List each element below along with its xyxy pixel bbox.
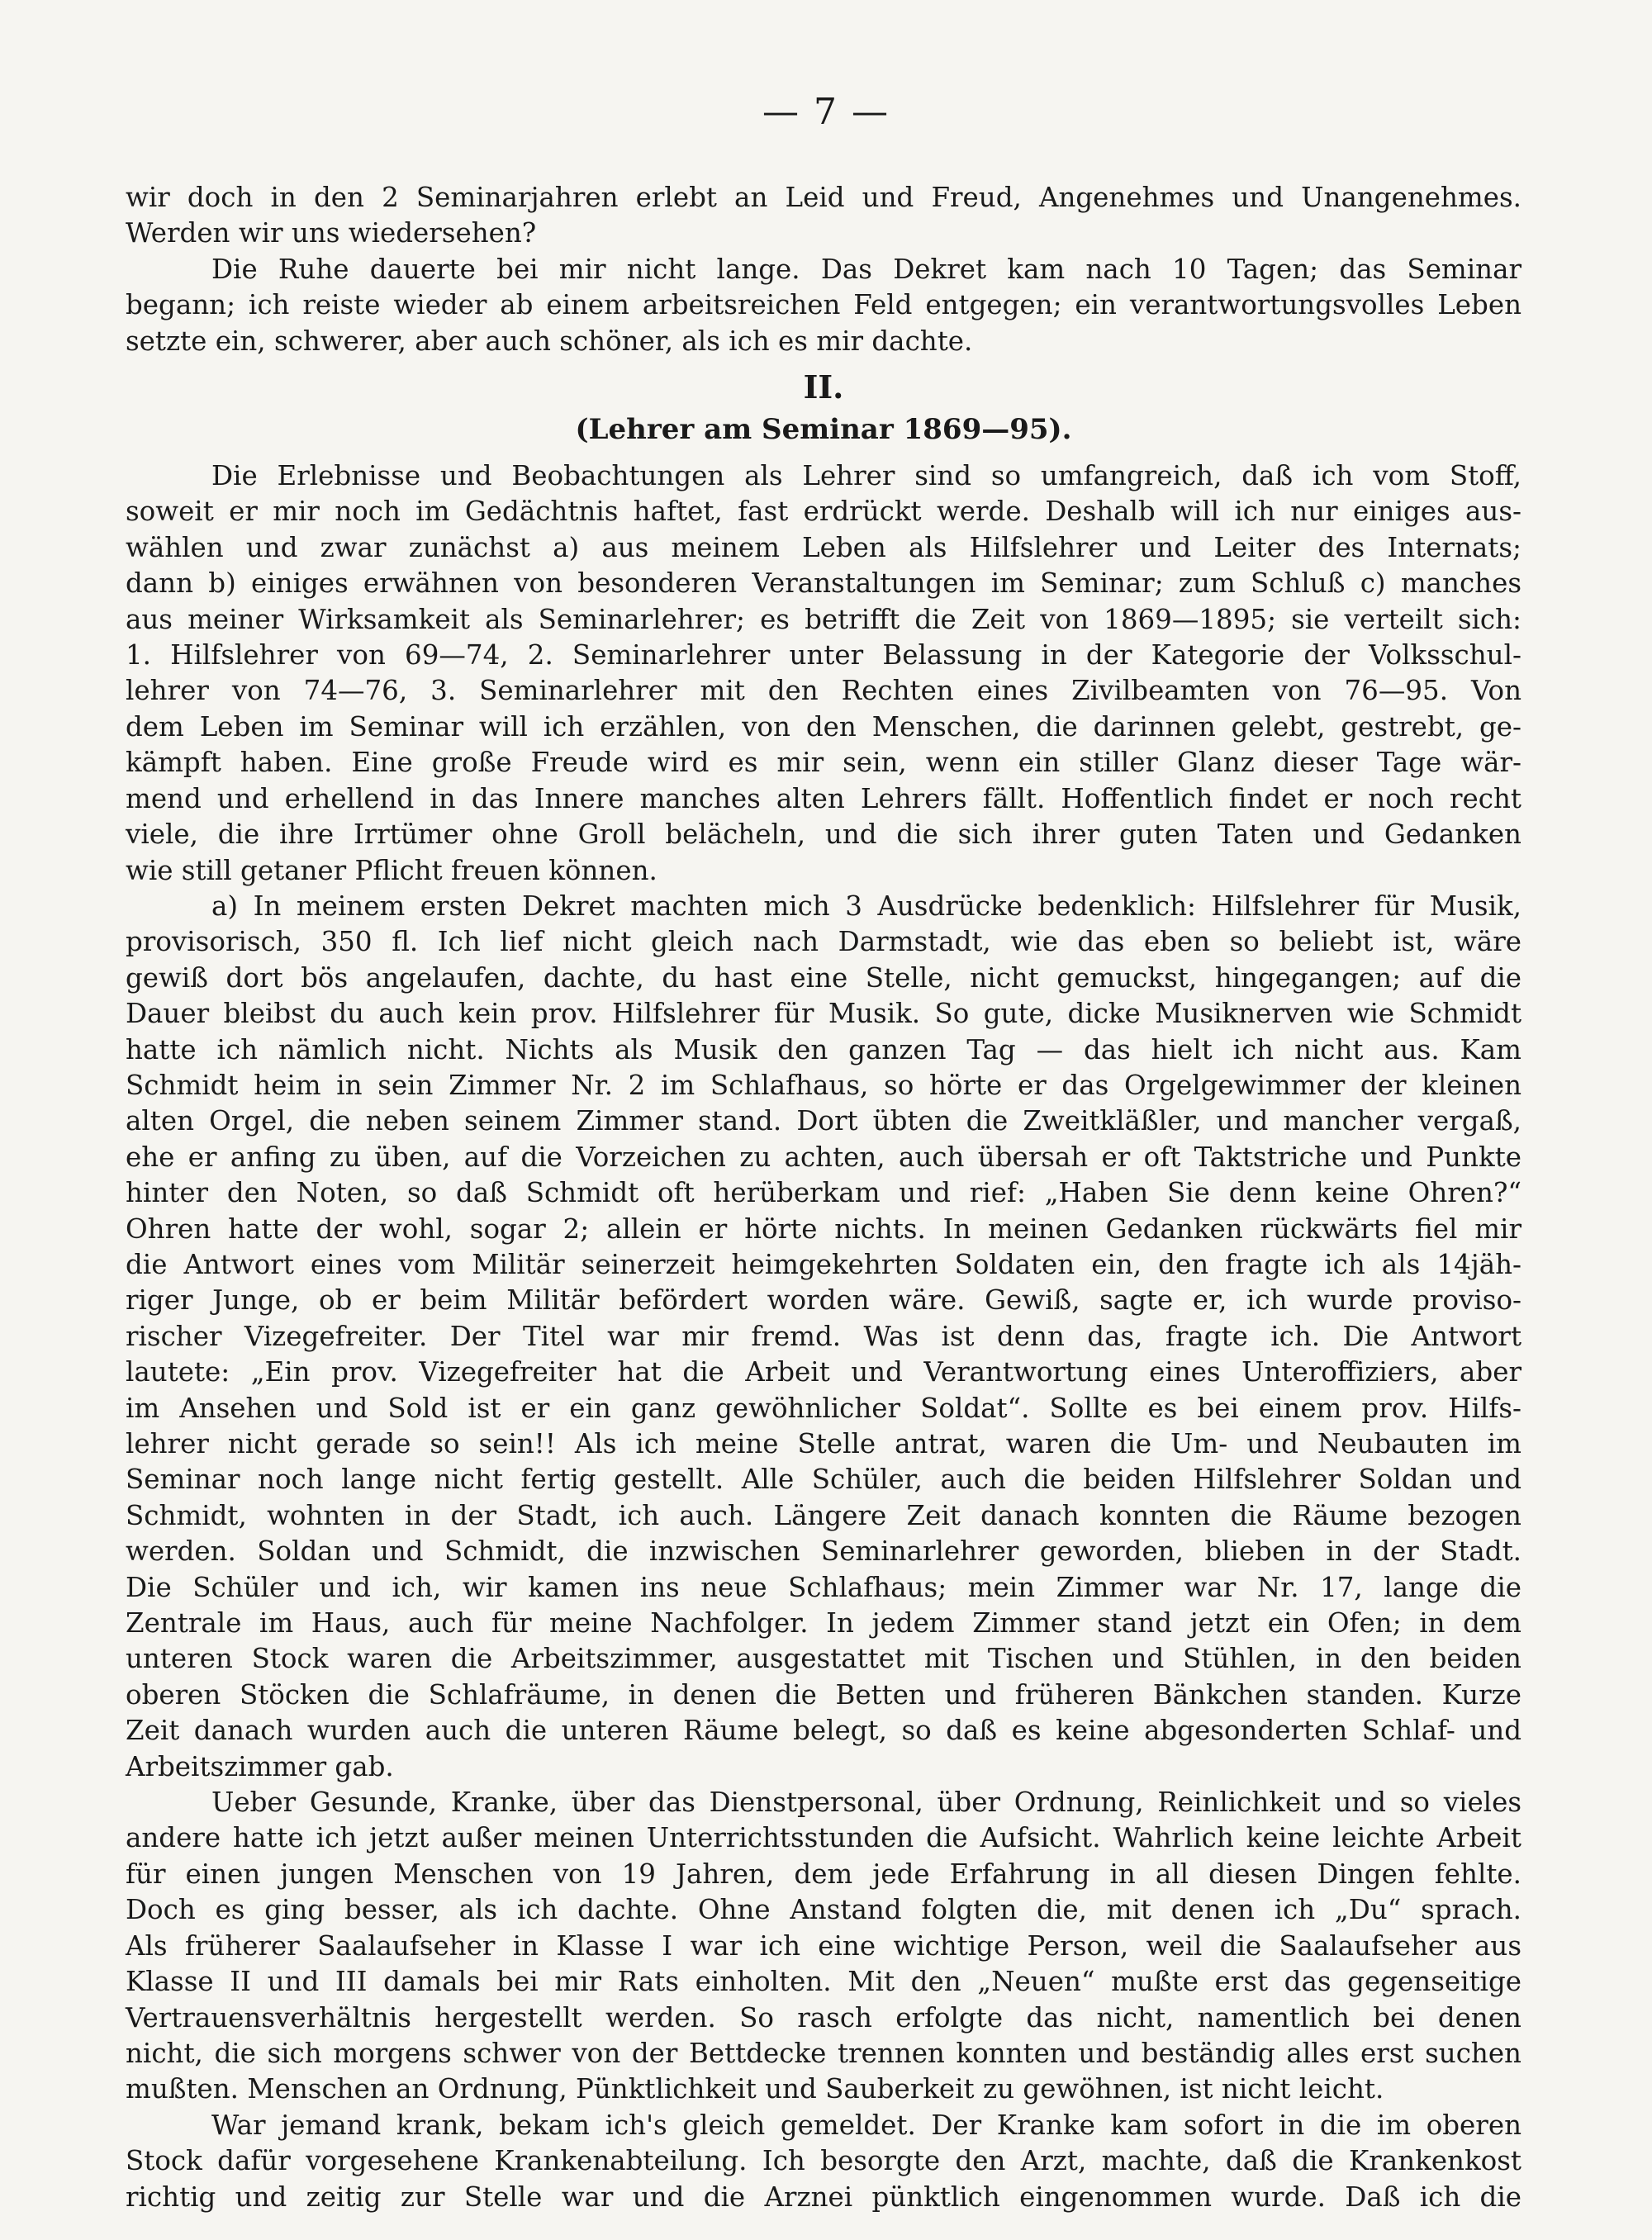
text-line: Die Schüler und ich, wir kamen ins neue Schlafhaus; mein Zimmer war Nr. 17, lange die [126,1571,1521,1603]
text-line: setzte ein, schwerer, aber auch schöner, als ich es mir dachte. [126,325,973,357]
text-line: Seminar noch lange nicht fertig gestellt. Alle Schüler, auch die beiden Hilfslehrer Soldan und [126,1464,1521,1496]
text-line: War jemand krank, bekam ich's gleich gemeldet. Der Kranke kam sofort in die im oberen [211,2109,1521,2141]
text-line: lehrer nicht gerade so sein!! Als ich meine Stelle antrat, waren die Um- und Neubauten im [126,1428,1521,1459]
text-line: Doch es ging besser, als ich dachte. Ohne Anstand folgten die, mit denen ich „Du“ sprach. [126,1894,1521,1926]
text-line: Stock dafür vorgesehene Krankenabteilung. Ich besorgte den Arzt, machte, daß die Krankenkost [126,2145,1521,2177]
text-line: 1. Hilfslehrer von 69—74, 2. Seminarlehrer unter Belassung in der Kategorie der Volksschul- [126,639,1521,672]
text-line: andere hatte ich jetzt außer meinen Unterrichtsstunden die Aufsicht. Wahrlich keine leichte Arbeit [126,1822,1521,1854]
paragraph-3 [126,889,1521,1785]
text-line: lautete: „Ein prov. Vizegefreiter hat die Arbeit und Verantwortung eines Unteroffiziers, aber [126,1356,1521,1388]
text-line: viele, die ihre Irrtümer ohne Groll belächeln, und die sich ihrer guten Taten und Gedanken [126,819,1521,851]
text-line: oberen Stöcken die Schlafräume, in denen die Betten und früheren Bänkchen standen. Kurze [126,1678,1521,1711]
text-line: unteren Stock waren die Arbeitszimmer, ausgestattet mit Tischen und Stühlen, in den beiden [126,1643,1521,1675]
paragraph-continuation [126,180,1521,252]
text-column [126,180,1521,2215]
text-line: mußten. Menschen an Ordnung, Pünktlichkeit und Sauberkeit zu gewöhnen, ist nicht leicht. [126,2073,1384,2105]
text-line: Die Ruhe dauerte bei mir nicht lange. Das Dekret kam nach 10 Tagen; das Seminar [211,253,1521,285]
text-line: soweit er mir noch im Gedächtnis haftet, fast erdrückt werde. Deshalb will ich nur einiges aus- [126,496,1521,528]
text-line: im Ansehen und Sold ist er ein ganz gewöhnlicher Soldat“. Sollte es bei einem prov. Hilfs- [126,1392,1521,1424]
text-line: kämpft haben. Eine große Freude wird es mir sein, wenn ein stiller Glanz dieser Tage wär- [126,747,1521,779]
text-line: Die Erlebnisse und Beobachtungen als Lehrer sind so umfangreich, daß ich vom Stoff, [211,460,1521,492]
text-line: nicht, die sich morgens schwer von der Bettdecke trennen konnten und beständig alles erst suchen [126,2037,1521,2069]
section-title: (Lehrer am Seminar 1869—95). [575,413,1072,447]
text-line: dem Leben im Seminar will ich erzählen, von den Menschen, die darinnen gelebt, gestrebt, ge- [126,710,1521,743]
text-line: a) In meinem ersten Dekret machten mich 3 Ausdrücke bedenklich: Hilfslehrer für Musik, [211,890,1521,922]
text-line: begann; ich reiste wieder ab einem arbeitsreichen Feld entgegen; ein verantwortungsvolles Leben [126,289,1521,321]
text-line: richtig und zeitig zur Stelle war und die Arznei pünktlich eingenommen wurde. Daß ich die [126,2181,1521,2213]
text-line: Schmidt, wohnten in der Stadt, ich auch. Längere Zeit danach konnten die Räume bezogen [126,1499,1521,1531]
paragraph-4 [126,1785,1521,2108]
text-line: hinter den Noten, so daß Schmidt oft herüberkam und rief: „Haben Sie denn keine Ohren?“ [126,1177,1521,1209]
text-line: Zeit danach wurden auch die unteren Räume belegt, so daß es keine abgesonderten Schlaf- und [126,1715,1521,1747]
page-number: — 7 — [762,91,890,133]
text-line: Vertrauensverhältnis hergestellt werden. So rasch erfolgte das nicht, namentlich bei denen [126,2001,1521,2034]
text-line: Arbeitszimmer gab. [126,1750,394,1782]
text-line: gewiß dort bös angelaufen, dachte, du hast eine Stelle, nicht gemuckst, hingegangen; auf die [126,961,1521,994]
text-line: werden. Soldan und Schmidt, die inzwischen Seminarlehrer geworden, blieben in der Stadt. [126,1535,1521,1568]
text-line: Zentrale im Haus, auch für meine Nachfolger. In jedem Zimmer stand jetzt ein Ofen; in dem [126,1607,1521,1640]
text-line: alten Orgel, die neben seinem Zimmer stand. Dort übten die Zweitkläßler, und mancher vergaß, [126,1105,1521,1137]
text-line: Klasse II und III damals bei mir Rats einholten. Mit den „Neuen“ mußte erst das gegenseitige [126,1966,1521,1998]
text-line: riger Junge, ob er beim Militär befördert worden wäre. Gewiß, sagte er, ich wurde proviso- [126,1284,1521,1317]
text-line: Schmidt heim in sein Zimmer Nr. 2 im Schlafhaus, so hörte er das Orgelgewimmer der kleinen [126,1069,1521,1101]
text-line: wie still getaner Pflicht freuen können. [126,854,657,886]
text-line: Ohren hatte der wohl, sogar 2; allein er hörte nichts. In meinen Gedanken rückwärts fiel mir [126,1213,1521,1245]
text-line: rischer Vizegefreiter. Der Titel war mir fremd. Was ist denn das, fragte ich. Die Antwort [126,1320,1521,1352]
paragraph-2 [126,458,1521,889]
text-line: aus meiner Wirksamkeit als Seminarlehrer; es betrifft die Zeit von 1869—1895; sie verteilt sich: [126,603,1521,635]
text-line: Werden wir uns wiedersehen? [126,217,537,249]
text-line: lehrer von 74—76, 3. Seminarlehrer mit den Rechten eines Zivilbeamten von 76—95. Von [126,675,1521,707]
paragraph-5 [126,2108,1521,2215]
text-line: dann b) einiges erwähnen von besonderen Veranstaltungen im Seminar; zum Schluß c) manches [126,567,1521,600]
text-line: wir doch in den 2 Seminarjahren erlebt an Leid und Freud, Angenehmes und Unangenehmes. [126,182,1521,213]
text-line: Ueber Gesunde, Kranke, über das Dienstpersonal, über Ordnung, Reinlichkeit und so vieles [211,1787,1521,1819]
text-line: provisorisch, 350 fl. Ich lief nicht gleich nach Darmstadt, wie das eben so beliebt ist, wäre [126,926,1521,958]
text-line: Dauer bleibst du auch kein prov. Hilfslehrer für Musik. So gute, dicke Musiknerven wie Schmidt [126,998,1521,1030]
text-line: die Antwort eines vom Militär seinerzeit heimgekehrten Soldaten ein, den fragte ich als 14jäh- [126,1248,1521,1280]
text-line: hatte ich nämlich nicht. Nichts als Musik den ganzen Tag — das hielt ich nicht aus. Kam [126,1033,1521,1065]
section-number: II. [803,368,844,406]
text-line: wählen und zwar zunächst a) aus meinem Leben als Hilfslehrer und Leiter des Internats; [126,531,1521,563]
text-line: für einen jungen Menschen von 19 Jahren, dem jede Erfahrung in all diesen Dingen fehlte. [126,1858,1521,1890]
text-line: ehe er anfing zu üben, auf die Vorzeichen zu achten, auch übersah er oft Taktstriche und Punkte [126,1141,1521,1173]
text-line: mend und erhellend in das Innere manches alten Lehrers fällt. Hoffentlich findet er noch recht [126,782,1521,814]
text-line: Als früherer Saalaufseher in Klasse I war ich eine wichtige Person, weil die Saalaufseher aus [126,1929,1521,1962]
paragraph-1 [126,252,1521,359]
